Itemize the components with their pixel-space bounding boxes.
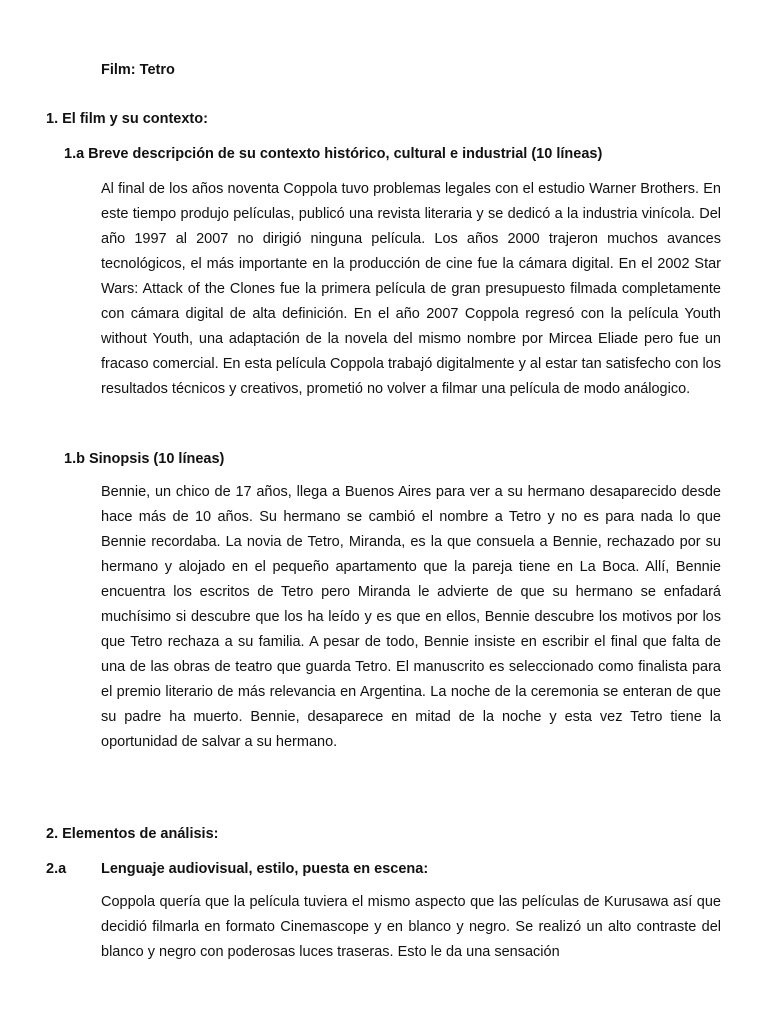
section-1b-heading: 1.b Sinopsis (10 líneas) bbox=[64, 451, 225, 467]
section-2a-number: 2.a bbox=[46, 861, 67, 877]
section-1b-paragraph: Bennie, un chico de 17 años, llega a Buenos Aires para ver a su hermano desaparecido desde hace más de 10 años. Su hermano se cambió el nombre a Tetro y no es para nada lo que Bennie recordaba. La novia de Tetro, Miranda, es la que consuela a Bennie, rechazado por su hermano y alojado en el pequeño apartamento que la pareja tiene en La Boca. Allí, Bennie encuentra los escritos de Tetro pero Miranda le advierte de que su hermano se enfadará muchísimo si descubre que los ha leído y es que en ellos, Bennie descubre los motivos por los que Tetro rechaza a su familia. A pesar de todo, Bennie insiste en escribir el final que falta de una de las obras de teatro que guarda Tetro. El manuscrito es seleccionado como finalista para el premio literario de más relevancia en Argentina. La noche de la ceremonia se enteran de que su padre ha muerto. Bennie, desaparece en mitad de la noche y esta vez Tetro tiene la oportunidad de salvar a su hermano. bbox=[101, 484, 721, 750]
section-2-heading: 2. Elementos de análisis: bbox=[46, 826, 219, 842]
section-1a-paragraph: Al final de los años noventa Coppola tuvo problemas legales con el estudio Warner Brothers. En este tiempo produjo películas, publicó una revista literaria y se dedicó a la industria vinícola. Del año 1997 al 2007 no dirigió ninguna película. Los años 2000 trajeron muchos avances tecnológicos, el más importante en la producción de cine fue la cámara digital. En el 2002 Star Wars: Attack of the Clones fue la primera película de gran presupuesto filmada completamente con cámara digital de alta definición. En el año 2007 Coppola regresó con la película Youth without Youth, una adaptación de la novela del mismo nombre por Mircea Eliade pero fue un fracaso comercial. En esta película Coppola trabajó digitalmente y al estar tan satisfecho con los resultados técnicos y creativos, prometió no volver a filmar una película de modo análogico. bbox=[101, 181, 721, 397]
section-2a-paragraph: Coppola quería que la película tuviera el mismo aspecto que las películas de Kurusawa así que decidió filmarla en formato Cinemascope y en blanco y negro. Se realizó un alto contraste del blanco y negro con poderosas luces traseras. Esto le da una sensación bbox=[101, 894, 721, 960]
section-1a-heading: 1.a Breve descripción de su contexto histórico, cultural e industrial (10 líneas) bbox=[64, 146, 603, 162]
document-title: Film: Tetro bbox=[101, 62, 175, 78]
section-1-heading: 1. El film y su contexto: bbox=[46, 111, 208, 127]
section-2a-heading: Lenguaje audiovisual, estilo, puesta en escena: bbox=[101, 861, 429, 877]
